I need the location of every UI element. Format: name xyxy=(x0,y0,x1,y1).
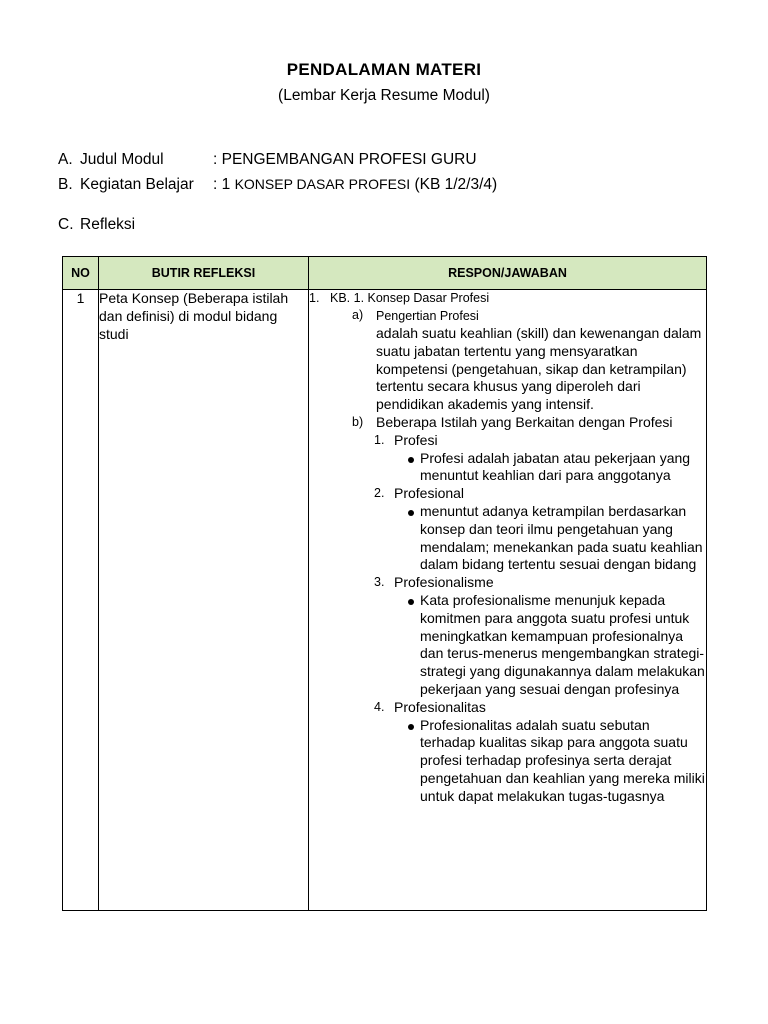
header-no: NO xyxy=(63,257,99,290)
term-bullet xyxy=(396,503,706,574)
reflection-table xyxy=(62,256,707,911)
response-subitem-b xyxy=(352,414,706,806)
response-item-1 xyxy=(309,290,706,806)
bullet-icon xyxy=(408,457,414,463)
term-number: 2. xyxy=(374,486,385,501)
learning-activity-value: KONSEP DASAR PROFESI xyxy=(234,176,411,192)
term-item xyxy=(374,699,706,806)
term-item xyxy=(374,574,706,699)
table-row xyxy=(63,290,707,911)
subitem-b-heading: Beberapa Istilah yang Berkaitan dengan Profesi xyxy=(376,413,673,430)
term-title: Profesionalisme xyxy=(394,574,494,591)
row-response xyxy=(309,290,707,911)
page-title: PENDALAMAN MATERI xyxy=(286,60,482,79)
learning-activity-number: 1 xyxy=(221,176,235,193)
table-header-row xyxy=(63,257,707,290)
page-subtitle: (Lembar Kerja Resume Modul) xyxy=(278,87,490,104)
term-item xyxy=(374,432,706,485)
learning-activity-label: Kegiatan Belajar xyxy=(80,176,194,193)
module-title-label: Judul Modul xyxy=(80,151,164,168)
learning-activity-kb: (KB 1/2/3/4) xyxy=(410,176,498,193)
bullet-icon xyxy=(408,510,414,516)
module-title-value: PENGEMBANGAN PROFESI GURU xyxy=(221,151,477,168)
bullet-icon xyxy=(408,724,414,730)
term-number: 1. xyxy=(374,432,385,447)
response-subitem-a xyxy=(352,307,706,414)
term-bullet xyxy=(396,450,706,486)
subitem-a-heading: Pengertian Profesi xyxy=(376,309,479,323)
term-title: Profesional xyxy=(394,485,465,502)
learning-activity-row xyxy=(58,176,497,194)
term-number: 4. xyxy=(374,699,385,714)
learning-activity-separator: : xyxy=(213,176,222,193)
header-butir-refleksi: BUTIR REFLEKSI xyxy=(99,257,309,290)
term-bullet xyxy=(396,717,706,806)
term-definition: Profesi adalah jabatan atau pekerjaan yang menuntut keahlian dari para anggotanya xyxy=(420,449,691,484)
row-number: 1 xyxy=(63,290,99,911)
module-title-letter: A. xyxy=(58,151,73,168)
row-butir: Peta Konsep (Beberapa istilah dan definisi) di modul bidang studi xyxy=(99,290,309,911)
term-title: Profesionalitas xyxy=(394,698,486,715)
reflection-row xyxy=(58,216,135,234)
subitem-a-label: a) xyxy=(352,308,364,322)
term-number: 3. xyxy=(374,575,385,590)
subitem-a-body: adalah suatu keahlian (skill) dan kewenangan dalam suatu jabatan tertentu yang mensyaratkan kompetensi (pengetahuan, sikap dan ketrampilan) tertentu secara khusus yang diperoleh dari pendidikan akademis yang intensif. xyxy=(376,325,702,413)
subitem-b-label: b) xyxy=(352,414,364,429)
response-item-number: 1. xyxy=(309,291,320,305)
term-bullet xyxy=(396,592,706,699)
bullet-icon xyxy=(408,599,414,605)
term-title: Profesi xyxy=(394,431,438,448)
term-definition: Profesionalitas adalah suatu sebutan terhadap kualitas sikap para anggota suatu profesi terhadap profesinya serta derajat pengetahuan dan keahlian yang mereka miliki untuk dapat melakukan tugas-tugasnya xyxy=(420,716,705,804)
module-title-row xyxy=(58,151,477,169)
term-item xyxy=(374,485,706,574)
term-definition: Kata profesionalisme menunjuk kepada komitmen para anggota suatu profesi untuk meningkatkan kemampuan profesionalnya dan terus-menerus mengembangkan strategi-strategi yang digunakannya dalam melakukan pekerjaan yang sesuai dengan profesinya xyxy=(420,591,705,697)
reflection-label: Refleksi xyxy=(80,216,136,233)
learning-activity-letter: B. xyxy=(58,176,73,193)
header-respon-jawaban: RESPON/JAWABAN xyxy=(309,257,707,290)
response-item-heading: KB. 1. Konsep Dasar Profesi xyxy=(330,291,490,305)
module-title-separator: : xyxy=(213,151,222,168)
term-definition: menuntut adanya ketrampilan berdasarkan konsep dan teori ilmu pengetahuan yang mendalam; menekankan pada suatu keahlian dalam bidang tertentu sesuai dengan bidang xyxy=(420,502,703,573)
reflection-letter: C. xyxy=(58,216,74,233)
